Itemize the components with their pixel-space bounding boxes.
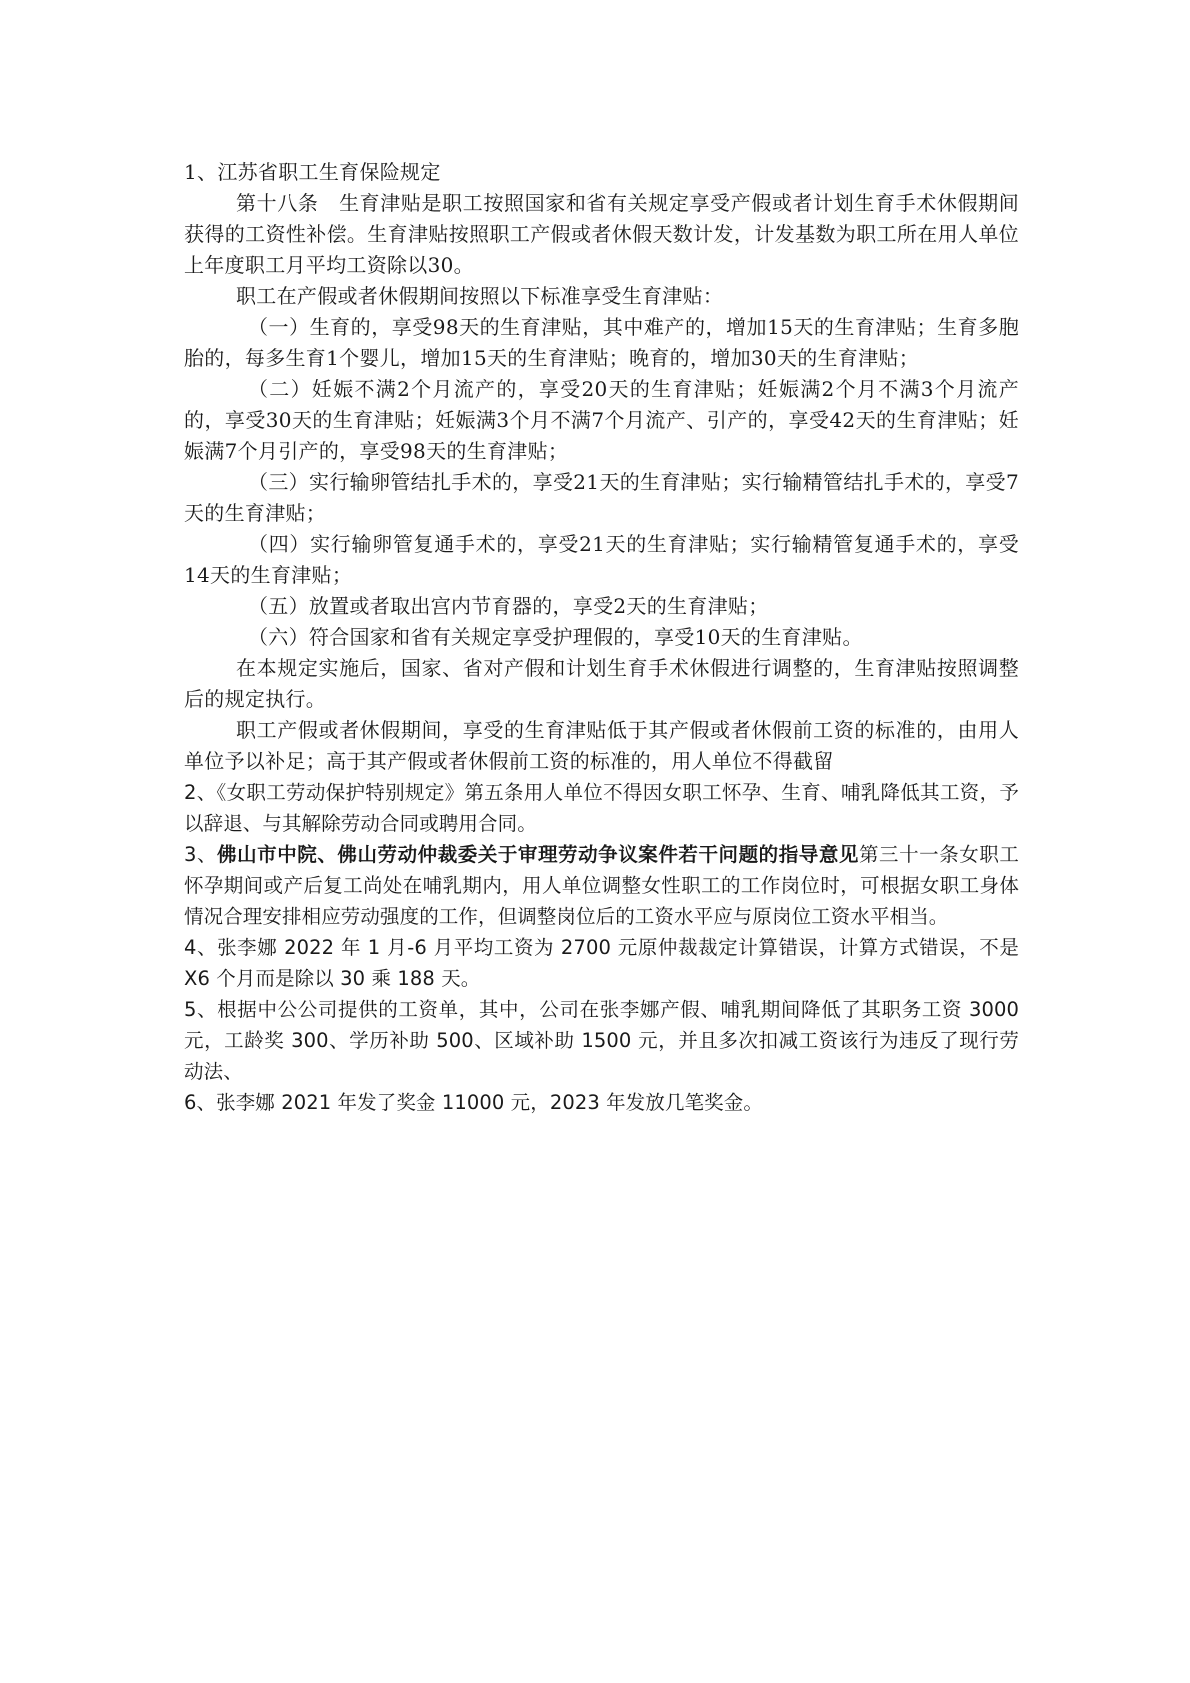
section3-text: 第三十一条女职工怀孕期间或产后复工尚处在哺乳期内，用人单位调整女性职工的工作岗位时，可根据女职工身体情况合理安排相应劳动强度的工作，但调整岗位后的工资水平应与原岗位工资水平相当。 bbox=[184, 843, 1019, 928]
standard-item-6: （六）符合国家和省有关规定享受护理假的，享受10天的生育津贴。 bbox=[248, 625, 863, 649]
section4-paragraph: 4、张李娜 2022 年 1 月-6 月平均工资为 2700 元原仲裁裁定计算错误，计算方式错误，不是 X6 个月而是除以 30 乘 188 天。 bbox=[184, 936, 1019, 990]
compensation-clause: 职工产假或者休假期间，享受的生育津贴低于其产假或者休假前工资的标准的，由用人单位予以补足；高于其产假或者休假前工资的标准的，用人单位不得截留 bbox=[184, 718, 1019, 773]
standard-item-3: （三）实行输卵管结扎手术的，享受21天的生育津贴；实行输精管结扎手术的，享受7天的生育津贴； bbox=[184, 470, 1019, 525]
section1-heading: 1、江苏省职工生育保险规定 bbox=[184, 160, 441, 184]
section2-paragraph: 2、《女职工劳动保护特别规定》第五条用人单位不得因女职工怀孕、生育、哺乳降低其工资，予以辞退、与其解除劳动合同或聘用合同。 bbox=[184, 781, 1019, 835]
section6-paragraph: 6、张李娜 2021 年发了奖金 11000 元，2023 年发放几笔奖金。 bbox=[184, 1091, 763, 1114]
adjustment-clause: 在本规定实施后，国家、省对产假和计划生育手术休假进行调整的，生育津贴按照调整后的规定执行。 bbox=[184, 656, 1019, 711]
standard-item-1: （一）生育的，享受98天的生育津贴，其中难产的，增加15天的生育津贴；生育多胞胎的，每多生育1个婴儿，增加15天的生育津贴；晚育的，增加30天的生育津贴； bbox=[184, 315, 1019, 370]
section3-prefix: 3、 bbox=[184, 843, 218, 866]
section3-bold-title: 佛山市中院、佛山劳动仲裁委关于审理劳动争议案件若干问题的指导意见 bbox=[217, 843, 859, 866]
standards-intro: 职工在产假或者休假期间按照以下标准享受生育津贴： bbox=[236, 284, 724, 308]
section5-paragraph: 5、根据中公公司提供的工资单，其中，公司在张李娜产假、哺乳期间降低了其职务工资 3000 元，工龄奖 300、学历补助 500、区域补助 1500 元，并且多次扣减工资该行为违反了现行劳动法、 bbox=[184, 998, 1019, 1083]
standard-item-2: （二）妊娠不满2个月流产的，享受20天的生育津贴；妊娠满2个月不满3个月流产的，享受30天的生育津贴；妊娠满3个月不满7个月流产、引产的，享受42天的生育津贴；妊娠满7个月引产的，享受98天的生育津贴； bbox=[184, 377, 1019, 463]
article-18: 第十八条 生育津贴是职工按照国家和省有关规定享受产假或者计划生育手术休假期间获得的工资性补偿。生育津贴按照职工产假或者休假天数计发，计发基数为职工所在用人单位上年度职工月平均工资除以30。 bbox=[184, 191, 1019, 277]
standard-item-5: （五）放置或者取出宫内节育器的，享受2天的生育津贴； bbox=[248, 594, 769, 618]
standard-item-4: （四）实行输卵管复通手术的，享受21天的生育津贴；实行输精管复通手术的，享受14天的生育津贴； bbox=[184, 532, 1019, 587]
document-body bbox=[184, 157, 1019, 1118]
section3-paragraph bbox=[184, 839, 1019, 932]
